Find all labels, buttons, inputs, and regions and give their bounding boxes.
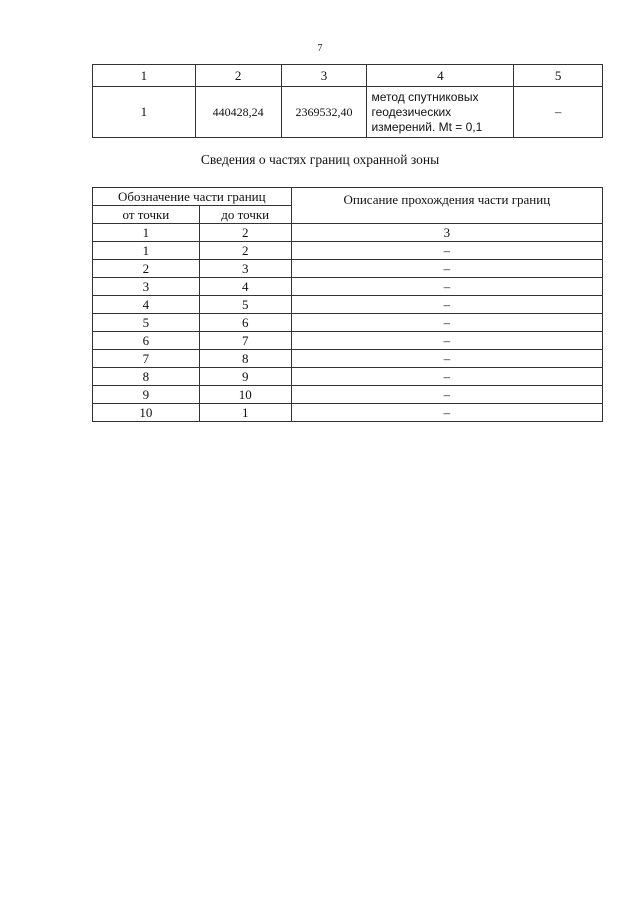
description: – [291,350,602,368]
from-point: 2 [93,260,200,278]
table-row [93,350,603,368]
y-coordinate: 2369532,40 [281,87,367,138]
description: – [291,260,602,278]
parts-header-row [93,188,603,206]
description-header: Описание прохождения части границ [291,188,602,224]
section-title: Сведения о частях границ охранной зоны [200,152,440,167]
column-header: 4 [367,65,514,87]
x-coordinate: 440428,24 [195,87,281,138]
table-row [93,296,603,314]
to-point: 5 [199,296,291,314]
column-5-value: – [514,87,603,138]
table-row [93,87,603,138]
from-point: 5 [93,314,200,332]
description: – [291,296,602,314]
to-point: 3 [199,260,291,278]
description: – [291,368,602,386]
to-point: 8 [199,350,291,368]
to-point: 2 [199,242,291,260]
table-row [93,224,603,242]
from-point: 1 [93,242,200,260]
coordinates-header-row [93,65,603,87]
method-line: геодезических [371,104,452,119]
column-header: 5 [514,65,603,87]
from-point: 3 [93,278,200,296]
method-line: измерений. Mt = 0,1 [371,119,483,134]
to-point: 9 [199,368,291,386]
table-row [93,368,603,386]
description: 3 [291,224,602,242]
from-point: 6 [93,332,200,350]
table-row [93,404,603,422]
point-number: 1 [93,87,196,138]
table-row [93,386,603,404]
column-header: 3 [281,65,367,87]
description: – [291,314,602,332]
description: – [291,404,602,422]
to-header: до точки [199,206,291,224]
method-line: метод спутниковых [371,89,479,104]
group-header: Обозначение части границ [93,188,292,206]
description: – [291,242,602,260]
table-row [93,332,603,350]
method-description [367,87,514,138]
column-header: 2 [195,65,281,87]
from-point: 10 [93,404,200,422]
description: – [291,278,602,296]
parts-body [93,224,603,422]
table-row [93,314,603,332]
from-point: 4 [93,296,200,314]
to-point: 4 [199,278,291,296]
column-header: 1 [93,65,196,87]
from-point: 8 [93,368,200,386]
table-row [93,242,603,260]
to-point: 1 [199,404,291,422]
table-row [93,278,603,296]
from-point: 7 [93,350,200,368]
to-point: 7 [199,332,291,350]
page-number: 7 [317,43,323,54]
table-row [93,260,603,278]
from-header: от точки [93,206,200,224]
to-point: 2 [199,224,291,242]
from-point: 1 [93,224,200,242]
description: – [291,386,602,404]
coordinates-table [92,64,603,138]
description: – [291,332,602,350]
from-point: 9 [93,386,200,404]
boundary-parts-table [92,187,603,422]
to-point: 6 [199,314,291,332]
to-point: 10 [199,386,291,404]
